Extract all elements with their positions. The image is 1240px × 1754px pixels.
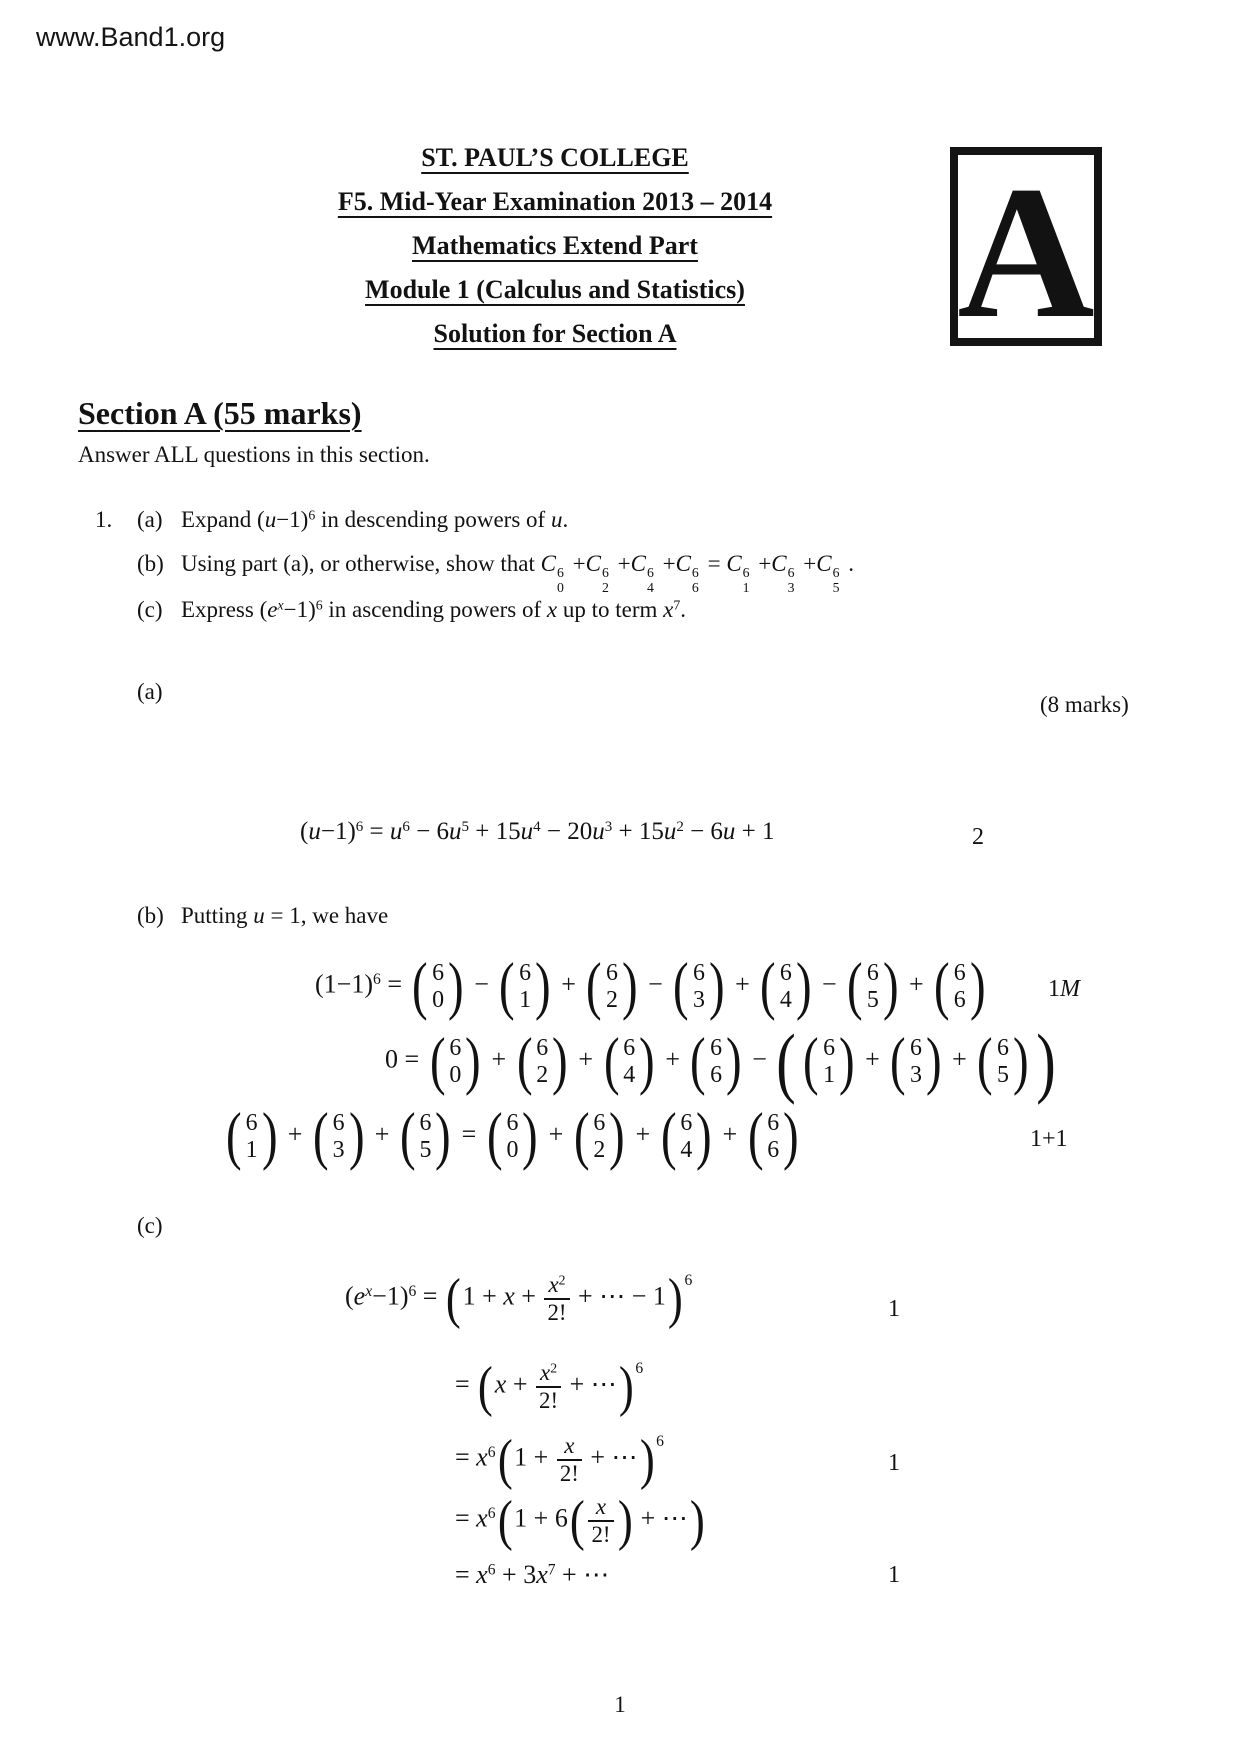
header-subject — [255, 231, 855, 260]
section-letter-box — [950, 147, 1102, 358]
solution-b-label: (b) — [137, 903, 164, 928]
header-exam-title-text: F5. Mid-Year Examination 2013 – 2014 — [337, 187, 773, 216]
page-number: 1 — [614, 1692, 626, 1717]
part-a-label: (a) — [137, 507, 163, 532]
solution-c-equation-1: $(e^x-1)^6 = (1 + x$ + $\frac{x^2}{2!}$ + ⋯ − 1) $^6$ — [345, 1267, 693, 1330]
solution-a-label — [137, 676, 163, 707]
header-school-name — [255, 143, 855, 172]
part-a-text: Expand $(u-1)^6$ in descending powers of u. — [181, 507, 569, 532]
header-solution-label — [255, 319, 855, 348]
solution-c-label — [137, 1210, 163, 1241]
solution-c-equation-2: = (x + $\frac{x^2}{2!}$ + ⋯) $^6$ — [455, 1355, 644, 1418]
part-c-text: Express $(e^x-1)^6$ in ascending powers of x up to term $x^7$. — [181, 597, 686, 622]
exam-header — [255, 143, 855, 363]
mark-solution-b1: 1M — [1048, 976, 1080, 1002]
header-module — [255, 275, 855, 304]
solution-b-equation-3: ( 6 1 ) + ( 6 3 ) + ( 6 5 ) = ( 6 0 ) + ( 6 2 ) + ( 6 4 ) + ( 6 6 ) — [226, 1100, 799, 1172]
header-exam-title — [255, 187, 855, 216]
question-number: 1. — [95, 507, 113, 532]
header-subject-text: Mathematics Extend Part — [412, 231, 698, 260]
mark-solution-c5: 1 — [888, 1562, 900, 1588]
mark-solution-b3: 1+1 — [1030, 1126, 1068, 1152]
watermark-text: www.Band1.org — [36, 22, 226, 52]
solution-c-equation-3: = $x^6(1$ + $\frac{x}{2!}$ + ⋯) $^6$ — [455, 1428, 664, 1491]
solution-c-equation-4: = $x^6(1 + 6$( $\frac{x}{2!}$ ) + ⋯) — [455, 1489, 705, 1552]
part-b-label: (b) — [137, 551, 164, 576]
section-title — [78, 395, 362, 432]
question-1-part-b — [137, 548, 854, 595]
header-solution-label-text: Solution for Section A — [433, 319, 677, 348]
part-b-text: Using part (a), or otherwise, show that C 6 0 +C 6 2 +C 6 4 +C 6 6 = C 6 1 +C 6 3 +C 6 5 . — [181, 551, 855, 595]
question-1-part-c — [137, 594, 686, 625]
question-1-part-a — [95, 504, 568, 535]
section-instruction: Answer ALL questions in this section. — [78, 442, 430, 467]
section-title-text: Section A (55 marks) — [78, 395, 362, 431]
solution-b-intro — [137, 900, 388, 931]
solution-a-label-text: (a) — [137, 679, 163, 704]
header-school-name-text: ST. PAUL’S COLLEGE — [421, 143, 689, 172]
solution-b-intro-text: Putting u = 1, we have — [181, 903, 389, 928]
solution-b-equation-1: $(1-1)^6$ = ( 6 0 ) − ( 6 1 ) + ( 6 2 ) − ( 6 3 ) + ( 6 4 ) − ( 6 5 ) + ( 6 6 ) — [315, 950, 986, 1022]
solution-c-label-text: (c) — [137, 1213, 163, 1238]
header-module-text: Module 1 (Calculus and Statistics) — [365, 275, 745, 304]
mark-solution-a: 2 — [972, 824, 984, 850]
solution-c-equation-5: = $x^6 + 3x^7$ + ⋯ — [455, 1560, 610, 1589]
question-marks-note: (8 marks) — [1040, 692, 1129, 717]
solution-b-equation-2: 0 = ( 6 0 ) + ( 6 2 ) + ( 6 4 ) + ( 6 6 ) − ( ( 6 1 ) + ( 6 3 ) + ( 6 5 ) ) — [385, 1017, 1056, 1105]
section-letter: A — [957, 147, 1095, 358]
part-c-label: (c) — [137, 597, 163, 622]
solution-a-equation: $(u-1)^6 = u^6 - 6u^5 + 15u^4 - 20u^3 + 15u^2 - 6u + 1$ — [300, 818, 775, 845]
mark-solution-c3: 1 — [888, 1450, 900, 1476]
mark-solution-c1: 1 — [888, 1296, 900, 1322]
